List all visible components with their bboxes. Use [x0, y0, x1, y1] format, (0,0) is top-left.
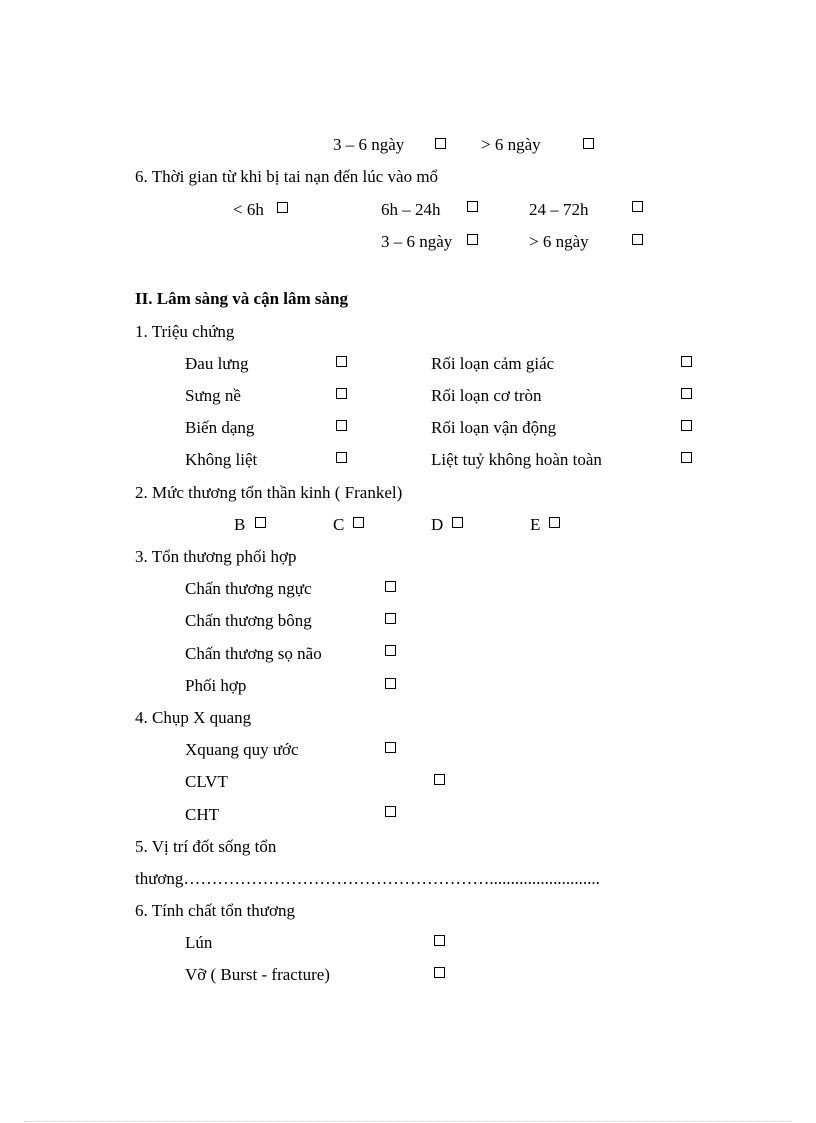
combined-checkbox[interactable]	[385, 613, 396, 624]
symptom-checkbox[interactable]	[336, 420, 347, 431]
symptom-label: Sưng nề	[185, 386, 241, 405]
frankel-grade-checkbox[interactable]	[353, 517, 364, 528]
checkbox-6h-24h[interactable]	[467, 201, 478, 212]
frankel-title: 2. Mức thương tổn thần kinh ( Frankel)	[135, 483, 403, 502]
option-24-72h: 24 – 72h	[529, 200, 589, 219]
nature-checkbox[interactable]	[434, 967, 445, 978]
nature-label: Lún	[185, 933, 213, 952]
nature-checkbox[interactable]	[434, 935, 445, 946]
symptom-label: Không liệt	[185, 450, 258, 469]
nature-label: Vỡ ( Burst - fracture)	[185, 965, 330, 984]
symptom-label: Biến dạng	[185, 418, 255, 437]
symptom-label: Liệt tuỷ không hoàn toàn	[431, 450, 602, 469]
option-3-6-days: 3 – 6 ngày	[381, 232, 453, 251]
combined-label: Phối hợp	[185, 676, 247, 695]
frankel-grade-label: B	[234, 515, 246, 534]
combined-label: Chấn thương ngực	[185, 579, 312, 598]
frankel-grade-checkbox[interactable]	[255, 517, 266, 528]
combined-checkbox[interactable]	[385, 581, 396, 592]
location-fill-line[interactable]: thương………………………………………………..........................	[135, 869, 600, 888]
xray-checkbox[interactable]	[385, 742, 396, 753]
xray-checkbox[interactable]	[385, 806, 396, 817]
frankel-grade-checkbox[interactable]	[549, 517, 560, 528]
checkbox-24-72h[interactable]	[632, 201, 643, 212]
xray-label: Xquang quy ước	[185, 740, 299, 759]
option-under-6h: < 6h	[233, 200, 264, 219]
checkbox-over-6-days[interactable]	[632, 234, 643, 245]
symptom-checkbox[interactable]	[681, 420, 692, 431]
option-6h-24h: 6h – 24h	[381, 200, 441, 219]
xray-title: 4. Chụp X quang	[135, 708, 252, 727]
symptom-checkbox[interactable]	[336, 452, 347, 463]
question-6-time-title: 6. Thời gian từ khi bị tai nạn đến lúc vào mổ	[135, 167, 439, 186]
symptoms-title: 1. Triệu chứng	[135, 322, 235, 341]
xray-checkbox[interactable]	[434, 774, 445, 785]
combined-checkbox[interactable]	[385, 678, 396, 689]
combined-label: Chấn thương sọ não	[185, 644, 322, 663]
combined-label: Chấn thương bông	[185, 611, 312, 630]
checkbox-3-6-days-top[interactable]	[435, 138, 446, 149]
frankel-grade-label: D	[431, 515, 444, 534]
symptom-label: Rối loạn cơ tròn	[431, 386, 542, 405]
symptom-label: Đau lưng	[185, 354, 249, 373]
xray-label: CHT	[185, 805, 219, 824]
symptom-checkbox[interactable]	[681, 356, 692, 367]
symptom-checkbox[interactable]	[681, 388, 692, 399]
page-bottom-divider	[24, 1121, 792, 1122]
frankel-grade-checkbox[interactable]	[452, 517, 463, 528]
combined-title: 3. Tổn thương phối hợp	[135, 547, 297, 566]
symptom-checkbox[interactable]	[681, 452, 692, 463]
symptom-label: Rối loạn cảm giác	[431, 354, 555, 373]
checkbox-under-6h[interactable]	[277, 202, 288, 213]
xray-label: CLVT	[185, 772, 228, 791]
symptom-label: Rối loạn vận động	[431, 418, 557, 437]
option-over-6-days-top: > 6 ngày	[481, 135, 541, 154]
section-heading: II. Lâm sàng và cận lâm sàng	[135, 289, 349, 308]
checkbox-3-6-days[interactable]	[467, 234, 478, 245]
location-title: 5. Vị trí đốt sống tổn	[135, 837, 277, 856]
symptom-checkbox[interactable]	[336, 388, 347, 399]
symptom-checkbox[interactable]	[336, 356, 347, 367]
frankel-grade-label: C	[333, 515, 345, 534]
nature-title: 6. Tính chất tổn thương	[135, 901, 296, 920]
combined-checkbox[interactable]	[385, 645, 396, 656]
option-3-6-days-top: 3 – 6 ngày	[333, 135, 405, 154]
frankel-grade-label: E	[530, 515, 541, 534]
checkbox-over-6-days-top[interactable]	[583, 138, 594, 149]
option-over-6-days: > 6 ngày	[529, 232, 589, 251]
